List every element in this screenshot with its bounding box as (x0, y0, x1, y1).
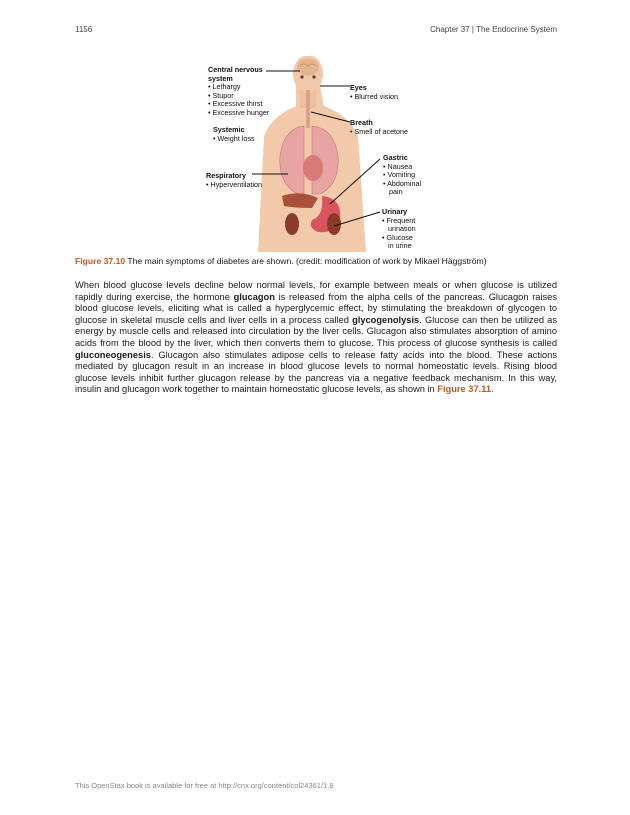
trachea (306, 90, 310, 128)
symptom-vomiting: • Vomiting (383, 170, 416, 180)
footer-note: This OpenStax book is available for free at http://cnx.org/content/col24361/1.8 (75, 781, 334, 790)
symptom-hyperventilation: • Hyperventilation (206, 179, 263, 189)
term-glucagon: glucagon (233, 291, 275, 302)
symptom-blurred-vision: • Blurred vision (350, 91, 399, 101)
page-number: 1156 (75, 25, 93, 34)
figure-number: Figure 37.10 (75, 256, 126, 266)
symptom-pain: pain (389, 187, 403, 197)
eye-right (312, 75, 315, 78)
label-gastric-title: Gastric (383, 153, 408, 162)
brain (297, 59, 319, 76)
label-systemic-title: Systemic (213, 125, 245, 134)
label-urinary-title: Urinary (382, 207, 408, 216)
symptom-glucose: • Glucose (382, 232, 413, 242)
label-cns (208, 66, 278, 118)
symptom-frequent: • Frequent (382, 215, 416, 225)
label-urinary (382, 208, 416, 251)
symptom-urination: urination (388, 224, 416, 234)
label-systemic (213, 126, 255, 143)
figure-37-11-link[interactable]: Figure 37.11 (437, 384, 492, 395)
body-sentence-3: . Glucose can then be utilized as energy by muscle cells and released into circulation by the liver cells. Glucagon also stimulates absorption of amino acids from the blood by the liver, which then converts them to glucose. This process of glucose synthesis is called (75, 314, 558, 348)
eye-left (300, 75, 303, 78)
symptom-in-urine: in urine (388, 241, 412, 251)
symptom-excessive-thirst: • Excessive thirst (208, 99, 263, 109)
term-glycogenolysis: glycogenolysis (352, 314, 420, 325)
symptom-abdominal: • Abdominal (383, 178, 422, 188)
symptom-excessive-hunger: • Excessive hunger (208, 107, 270, 117)
symptom-weight-loss: • Weight loss (213, 133, 255, 143)
figure-caption (75, 256, 565, 267)
label-eyes (350, 84, 398, 101)
diabetes-symptoms-figure (200, 56, 430, 252)
term-gluconeogenesis: gluconeogenesis (75, 349, 151, 360)
label-respiratory-title: Respiratory (206, 171, 246, 180)
label-breath (350, 119, 408, 136)
label-breath-title: Breath (350, 118, 373, 127)
label-eyes-title: Eyes (350, 83, 367, 92)
body-sentence-5: . (491, 384, 494, 395)
symptom-nausea: • Nausea (383, 161, 413, 171)
label-cns-title: Central nervous system (208, 65, 263, 83)
body-paragraph (75, 280, 557, 396)
heart (303, 155, 323, 181)
symptom-stupor: • Stupor (208, 90, 234, 100)
kidney-left (285, 213, 299, 235)
symptom-lethargy: • Lethargy (208, 82, 241, 92)
caption-text: The main symptoms of diabetes are shown. (credit: modification of work by Mikael Häggström) (125, 256, 487, 266)
body-sentence-1: When blood glucose levels decline below normal levels, for example between meals or when glucose is utilized rapidly during exercise, the hormone (75, 280, 557, 302)
label-gastric (383, 154, 421, 197)
body-sentence-2: is released from the alpha cells of the pancreas. Glucagon raises blood glucose levels, eliciting what is called a hyperglycemic effect, by stimulating the breakdown of glycogen to glucose in skeletal muscle cells and liver cells in a process called (75, 291, 557, 325)
chapter-title: Chapter 37 | The Endocrine System (430, 25, 557, 34)
label-respiratory (206, 172, 262, 189)
symptom-smell-of-acetone: • Smell of acetone (350, 126, 409, 136)
body-sentence-4: . Glucagon also stimulates adipose cells to release fatty acids into the blood. These actions mediated by glucagon result in an increase in blood glucose levels to normal homeostatic levels. Rising blood glucose levels inhibit further glucagon release by the pancreas via a negative feedback mechanism. In this way, insulin and glucagon work together to maintain homeostatic glucose levels, as shown in (75, 349, 557, 395)
